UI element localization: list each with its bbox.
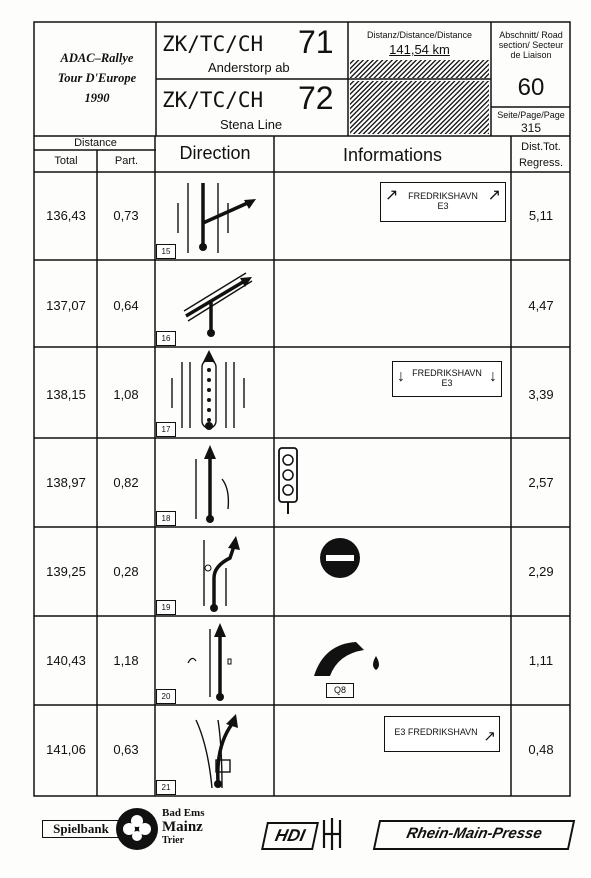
hatched-area <box>350 60 489 78</box>
direction-header: Direction <box>179 143 251 163</box>
sign-sub: E3 <box>437 201 449 211</box>
total-distance: 138,97 <box>46 475 86 490</box>
arrow-down-icon: ↓ <box>489 368 497 385</box>
total-distance: 140,43 <box>46 653 86 668</box>
direction-sign <box>380 182 506 222</box>
hdi-logo-icon <box>318 816 346 852</box>
regress-header: Regress. <box>518 157 564 169</box>
total-distance: 138,15 <box>46 387 86 402</box>
fuel-brand-label: Q8 <box>326 683 354 698</box>
partial-distance: 0,73 <box>113 208 139 223</box>
arrow-up-right-icon: ↗ <box>487 187 501 204</box>
no-entry-sign-icon <box>318 536 362 580</box>
sign-text: FREDRIKSHAVN <box>408 191 478 201</box>
partial-distance: 0,63 <box>113 742 139 757</box>
route-diagram <box>156 617 274 704</box>
total-distance: 137,07 <box>46 298 86 313</box>
regress-distance: 4,47 <box>528 298 554 313</box>
partial-distance: 0,82 <box>113 475 139 490</box>
route-diagram <box>156 261 274 346</box>
stage-from-number: 71 <box>298 24 334 60</box>
distance-value: 141,54 km <box>389 42 450 57</box>
total-distance: 139,25 <box>46 564 86 579</box>
regress-distance: 3,39 <box>528 387 554 402</box>
row-number: 16 <box>156 331 176 346</box>
part-header: Part. <box>114 155 139 167</box>
sponsor-location: Bad Ems <box>162 807 205 819</box>
sponsor-rhein-main-presse: Rhein-Main-Presse <box>373 820 575 850</box>
rally-name: ADAC–Rallye <box>60 51 134 65</box>
row-number: 20 <box>156 689 176 704</box>
regress-distance: 2,29 <box>528 564 554 579</box>
arrow-up-right-icon: ↗ <box>483 728 496 745</box>
page-label: Seite/Page/Page <box>497 110 565 120</box>
total-distance: 136,43 <box>46 208 86 223</box>
fuel-pump-icon <box>304 634 384 680</box>
sponsor-location: Trier <box>162 835 185 846</box>
arrow-up-right-icon: ↗ <box>385 187 399 204</box>
row-number: 15 <box>156 244 176 259</box>
direction-sign <box>392 361 502 397</box>
route-diagram <box>156 528 274 615</box>
traffic-light-icon <box>276 446 302 516</box>
sponsor-hdi: HDI <box>261 822 319 850</box>
total-distance: 141,06 <box>46 742 86 757</box>
rally-subtitle: Tour D'Europe <box>57 71 137 85</box>
route-diagram <box>156 348 274 437</box>
stage-from-code: ZK/TC/CH <box>162 32 264 56</box>
rally-title <box>38 48 156 108</box>
regress-distance: 2,57 <box>528 475 554 490</box>
row-number: 17 <box>156 422 176 437</box>
stage-from-place: Anderstorp ab <box>208 60 290 75</box>
section-value: 60 <box>517 74 545 101</box>
dist-tot-header: Dist.Tot. <box>521 141 561 153</box>
informations-header: Informations <box>342 145 443 165</box>
row-number: 21 <box>156 780 176 795</box>
route-diagram <box>156 706 274 795</box>
sign-text: E3 FREDRIKSHAVN <box>394 727 478 737</box>
regress-distance: 1,11 <box>528 653 554 668</box>
stage-to-code: ZK/TC/CH <box>162 88 264 112</box>
clover-logo-icon <box>114 806 160 852</box>
direction-sign <box>384 716 500 752</box>
hatched-area <box>350 81 489 134</box>
sponsor-spielbank: Spielbank <box>42 820 120 838</box>
stage-to-place: Stena Line <box>220 117 283 132</box>
partial-distance: 0,64 <box>113 298 139 313</box>
row-number: 18 <box>156 511 176 526</box>
distance-header: Distance <box>74 137 117 149</box>
row-number: 19 <box>156 600 176 615</box>
distance-label: Distanz/Distance/Distance <box>366 30 473 40</box>
route-diagram <box>156 439 274 526</box>
rally-year: 1990 <box>84 91 110 105</box>
sponsor-locations <box>162 808 205 846</box>
partial-distance: 0,28 <box>113 564 139 579</box>
partial-distance: 1,18 <box>113 653 139 668</box>
arrow-down-icon: ↓ <box>397 368 405 385</box>
partial-distance: 1,08 <box>113 387 139 402</box>
total-header: Total <box>54 155 78 167</box>
sign-text: FREDRIKSHAVN <box>412 368 482 378</box>
section-label: Abschnitt/ Road section/ Secteur de Liaison <box>498 30 564 60</box>
sign-sub: E3 <box>441 378 453 388</box>
route-diagram <box>156 173 274 259</box>
regress-distance: 0,48 <box>528 742 554 757</box>
sponsor-location: Mainz <box>162 819 203 835</box>
page-value: 315 <box>520 121 542 135</box>
regress-distance: 5,11 <box>528 208 554 223</box>
stage-to-number: 72 <box>298 80 334 116</box>
